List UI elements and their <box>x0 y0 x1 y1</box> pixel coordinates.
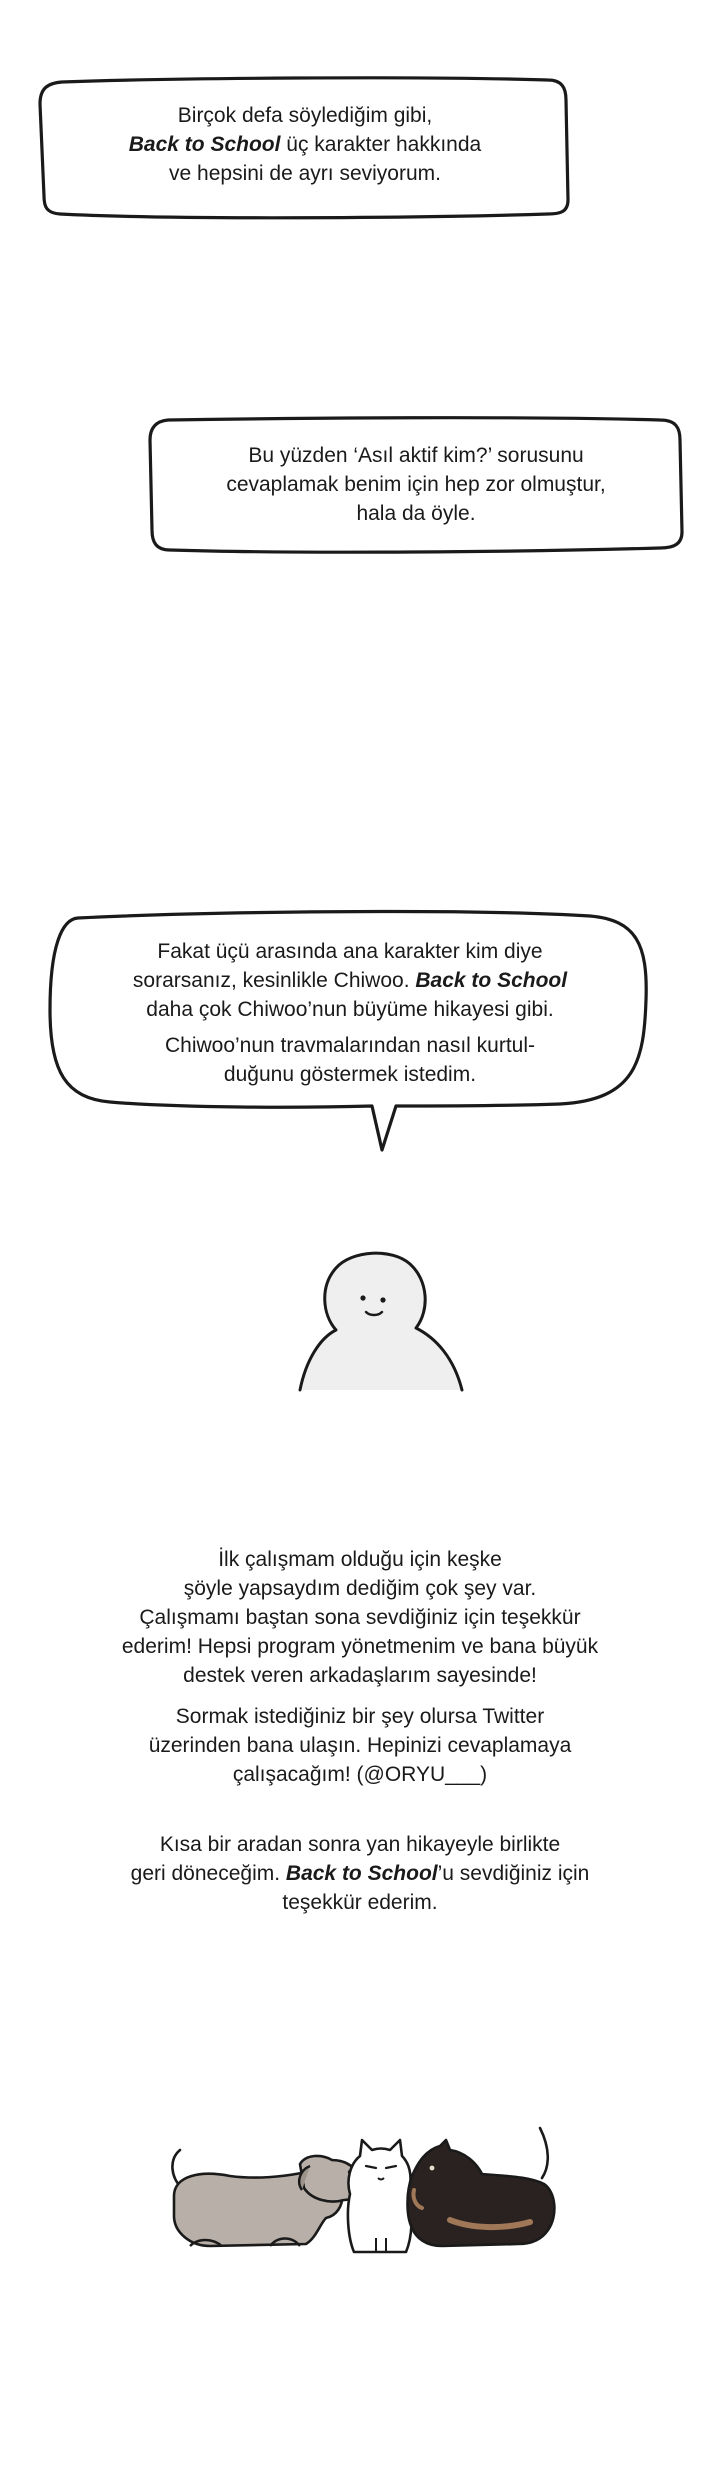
bubble-3-line-1: Fakat üçü arasında ana karakter kim diye <box>157 940 543 963</box>
closing-p1-line: şöyle yapsaydım dediğim çok şey var. <box>183 1577 537 1600</box>
closing-paragraph-3 <box>60 1830 660 1917</box>
right-dog-icon <box>408 2128 555 2246</box>
bubble-2-line-1: Bu yüzden ‘Asıl aktif kim?’ sorusunu <box>248 444 584 467</box>
bubble-1-line-3: ve hepsini de ayrı seviyorum. <box>169 162 441 185</box>
closing-p1-line: Çalışmamı baştan sona sevdiğiniz için teşekkür <box>139 1606 581 1629</box>
bubble-2-line-3: hala da öyle. <box>356 502 476 525</box>
closing-p3-line-3: teşekkür ederim. <box>282 1891 438 1914</box>
book-title: Back to School <box>415 969 568 992</box>
closing-p1-line: destek veren arkadaşlarım sayesinde! <box>183 1664 537 1687</box>
animals-illustration <box>150 2120 570 2270</box>
closing-paragraph-2 <box>60 1702 660 1789</box>
closing-p3-line-1: Kısa bir aradan sonra yan hikayeyle birlikte <box>159 1833 561 1856</box>
book-title: Back to School <box>285 1862 438 1885</box>
closing-p2-line: çalışacağım! (@ORYU___) <box>232 1763 488 1786</box>
book-title: Back to School <box>128 133 281 156</box>
bubble-3-text <box>70 937 630 1089</box>
closing-p1-line: İlk çalışmam olduğu için keşke <box>218 1548 502 1571</box>
cat-icon <box>348 2140 412 2252</box>
bubble-1-text <box>60 101 550 188</box>
bubble-1-line-1: Birçok defa söylediğim gibi, <box>177 104 433 127</box>
bubble-1-line-2: Back to School üç karakter hakkında <box>128 133 482 156</box>
bubble-2-text <box>166 441 666 528</box>
bubble-3-line-5: duğunu göstermek istedim. <box>223 1063 477 1086</box>
bubble-3-line-3: daha çok Chiwoo’nun büyüme hikayesi gibi. <box>146 998 554 1021</box>
left-dog-icon <box>172 2150 360 2246</box>
bubble-2-line-2: cevaplamak benim için hep zor olmuştur, <box>226 473 606 496</box>
closing-p3-line-2: geri döneceğim. Back to School’u sevdiğiniz için <box>130 1862 590 1885</box>
closing-p2-line: üzerinden bana ulaşın. Hepinizi cevaplamaya <box>148 1734 572 1757</box>
closing-p1-line: ederim! Hepsi program yönetmenim ve bana büyük <box>121 1635 599 1658</box>
bubble-3-line-4: Chiwoo’nun travmalarından nasıl kurtul- <box>164 1034 535 1057</box>
closing-paragraph-1 <box>60 1545 660 1690</box>
bubble-3-line-2: sorarsanız, kesinlikle Chiwoo. Back to School <box>132 969 568 992</box>
author-avatar-icon <box>286 1240 486 1400</box>
closing-p2-line: Sormak istediğiniz bir şey olursa Twitter <box>175 1705 545 1728</box>
